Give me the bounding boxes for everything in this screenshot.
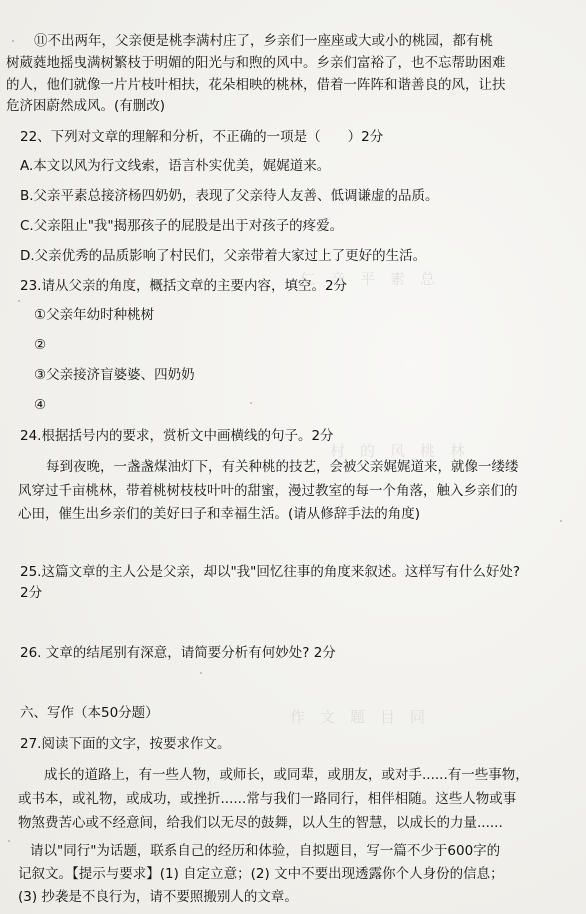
section-6-heading: 六、写作（本50分题） xyxy=(20,705,159,721)
question-27-stem: 27.阅读下面的文字，按要求作文。 xyxy=(20,736,231,752)
writing-requirement: 请以"同行"为话题，联系自己的经历和体验，自拟题目，写一篇不少于600字的 xyxy=(30,843,501,859)
question-24-quote: 每到夜晚，一盏盏煤油灯下，有关种桃的技艺，会被父亲娓娓道来，就像一缕缕 xyxy=(46,459,519,475)
question-25-stem: 25.这篇文章的主人公是父亲，却以"我"回忆往事的角度来叙述。这样写有什么好处? xyxy=(20,564,521,580)
answer-space[interactable] xyxy=(0,528,586,554)
passage-line: 树葳蕤地摇曳满树繁枝于明媚的阳光与和煦的风中。乡亲们富裕了，也不忘帮助困难 xyxy=(6,55,506,71)
bleed-through-text: 仁 亲 平 素 总 xyxy=(300,270,436,288)
bleed-through-text: 村 的 风 桃 林 xyxy=(330,442,466,460)
question-22-option-d: D.父亲优秀的品质影响了村民们，父亲带着大家过上了更好的生活。 xyxy=(20,248,427,264)
answer-space[interactable] xyxy=(0,608,586,634)
question-26-stem: 26. 文章的结尾别有深意，请简要分析有何妙处? 2分 xyxy=(20,645,336,661)
question-23-stem: 23.请从父亲的角度，概括文章的主要内容，填空。2分 xyxy=(20,278,348,294)
writing-material: 物煞费苦心或不经意间，给我们以无尽的鼓舞，以人生的智慧，以成长的力量...... xyxy=(18,815,503,831)
passage-line: ⑪不出两年，父亲便是桃李满村庄了，乡亲们一座座或大或小的桃园，都有桃 xyxy=(34,33,493,49)
question-23-item: ①父亲年幼时种桃树 xyxy=(34,307,155,323)
question-24-stem: 24.根据括号内的要求，赏析文中画横线的句子。2分 xyxy=(20,428,334,444)
question-23-item: ③父亲接济盲婆婆、四奶奶 xyxy=(34,367,195,383)
passage-line: 的人，他们就像一片片枝叶相扶，花朵相映的桃林，借着一阵阵和谐善良的风，让扶 xyxy=(6,77,506,93)
writing-requirement: (3) 抄袭是不良行为，请不要照搬别人的文章。 xyxy=(18,889,298,905)
writing-material: 或书本，或礼物，或成功，或挫折......常与我们一路同行，相伴相随。这些人物或事 xyxy=(18,791,517,807)
question-24-quote: 心田，催生出乡亲们的美好曰子和幸福生活。(请从修辞手法的角度) xyxy=(18,506,421,522)
question-25-points: 2分 xyxy=(20,585,43,601)
question-23-item: ④ xyxy=(34,397,47,413)
question-24-quote: 风穿过千亩桃林，带着桃树枝枝叶叶的甜蜜，漫过教室的每一个角落，触入乡亲们的 xyxy=(18,483,518,499)
passage-line: 危济困蔚然成风。(有删改) xyxy=(6,98,166,114)
question-23-item: ② xyxy=(34,337,47,353)
question-22-stem: 22、下列对文章的理解和分析，不正确的一项是（ ）2分 xyxy=(20,129,384,145)
question-22-option-b: B.父亲平素总接济杨四奶奶，表现了父亲待人友善、低调谦虚的品质。 xyxy=(20,188,439,204)
question-22-option-a: A.本文以风为行文线索，语言朴实优美，娓娓道来。 xyxy=(20,158,331,174)
bleed-through-text: 作 文 题 目 同 xyxy=(290,708,426,726)
writing-requirement: 记叙文。【提示与要求】(1) 自定立意；(2) 文中不要出现透露你个人身份的信息； xyxy=(18,866,504,882)
answer-space[interactable] xyxy=(0,668,586,694)
writing-material: 成长的道路上，有一些人物，或师长，或同辈，或朋友，或对手......有一些事物， xyxy=(44,767,529,783)
question-22-option-c: C.父亲阻止"我"揭那孩子的屁股是出于对孩子的疼爱。 xyxy=(20,218,344,234)
